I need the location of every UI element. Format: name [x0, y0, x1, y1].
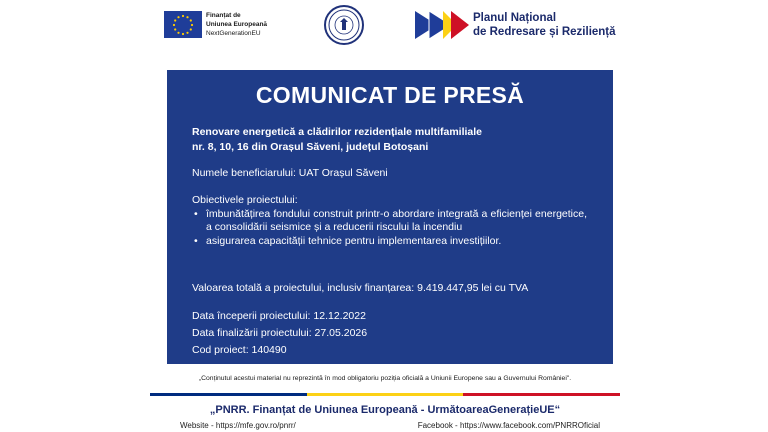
pnrr-line-1: Planul Național — [473, 12, 557, 24]
press-release-document — [150, 0, 620, 432]
pnrr-line-2: de Redresare și Reziliență — [473, 26, 616, 38]
objectives-list — [192, 208, 587, 249]
tricolor-blue — [150, 393, 307, 396]
eu-line-2: Uniunea Europeană — [206, 21, 268, 28]
pnrr-arrow-icon — [415, 9, 469, 41]
tricolor-red — [463, 393, 620, 396]
beneficiary-name: Numele beneficiarului: UAT Orașul Săveni — [192, 167, 388, 179]
eu-funding-text — [206, 11, 267, 38]
subtitle-line-1: Renovare energetică a clădirilor rezidențiale multifamiliale — [192, 126, 483, 138]
website-link[interactable]: Website - https://mfe.gov.ro/pnrr/ — [180, 421, 296, 430]
page-title: COMUNICAT DE PRESĂ — [255, 82, 525, 108]
facebook-link[interactable]: Facebook - https://www.facebook.com/PNRROficial — [417, 421, 600, 430]
footer-links — [180, 421, 600, 430]
start-date: Data începerii proiectului: 12.12.2022 — [192, 310, 366, 322]
disclaimer: „Conținutul acestui material nu reprezintă în mod obligatoriu poziția oficială a Uniunii Europene sau a Guvernului României". — [198, 375, 572, 382]
eu-funding-logo — [164, 11, 267, 38]
end-date: Data finalizării proiectului: 27.05.2026 — [192, 327, 368, 339]
eu-line-3: NextGenerationEU — [206, 30, 261, 37]
eu-flag-icon — [164, 11, 202, 38]
eu-line-1: Finanțat de — [206, 12, 241, 19]
subtitle-line-2: nr. 8, 10, 16 din Orașul Săveni, județul Botoșani — [192, 141, 429, 153]
pnrr-title — [473, 11, 616, 39]
total-value: Valoarea totală a proiectului, inclusiv finanțarea: 9.419.447,95 lei cu TVA — [192, 282, 529, 294]
project-code: Cod proiect: 140490 — [192, 344, 287, 356]
tricolor-yellow — [307, 393, 464, 396]
objective-item: • asigurarea capacității tehnice pentru implementarea investițiilor. — [206, 235, 587, 249]
pnrr-logo — [415, 9, 616, 41]
romanian-tricolor-divider — [150, 393, 620, 396]
project-subtitle — [192, 125, 582, 155]
project-details — [192, 308, 587, 359]
romanian-government-seal — [324, 5, 364, 45]
objectives-section — [192, 194, 587, 248]
press-release-panel — [167, 70, 613, 364]
objectives-heading: Obiectivele proiectului: — [192, 194, 298, 206]
objective-item: • îmbunătățirea fondului construit printr-o abordare integrată a eficienței energetice, a consolidării seismice și a reducerii riscului la incendiu — [206, 208, 587, 235]
footer-title: „PNRR. Finanțat de Uniunea Europeană - UrmătoareaGenerațieUE“ — [209, 404, 561, 416]
